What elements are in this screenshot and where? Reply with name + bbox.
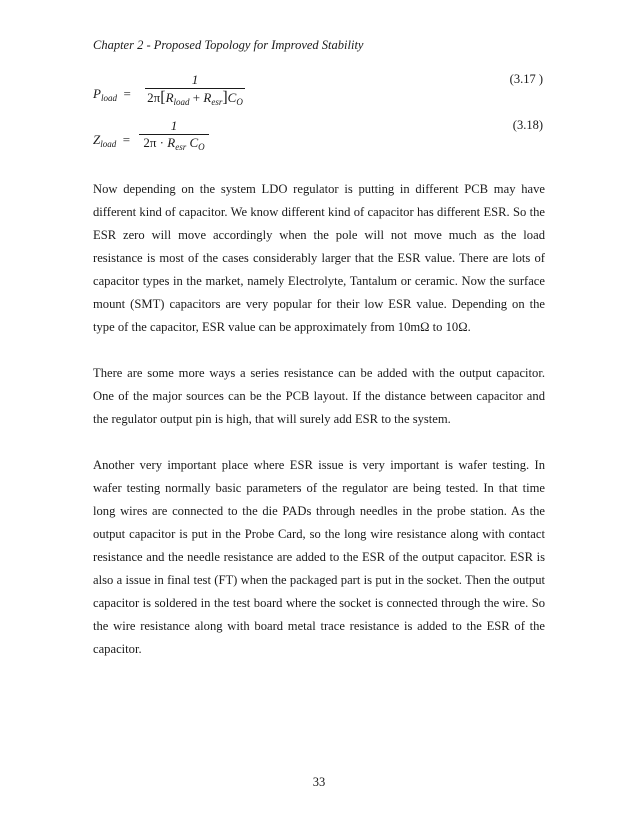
paragraph: Another very important place where ESR issue is very important is wafer testing. In wafer testing normally basic parameters of the regulator are being tested. In that time long wires are connected to the die PADs through needles in the probe station. As the output capacitor is put in the Probe Card, so the long wire resistance along with contact resistance and the needle resistance are added to the ESR of the output capacitor. ESR is also a issue in final test (FT) when the packaged part is put in the socket. Then the output capacitor is soldered in the test board where the socket is connected through the wire. So the wire resistance along with board metal trace resistance is added to the ESR of the capacitor. — [93, 458, 545, 656]
equation-fraction — [145, 72, 245, 107]
equation-3-17 — [93, 72, 543, 117]
equation-lhs: $P_{load}$ = — [93, 86, 131, 103]
page-number: 33 — [312, 775, 326, 789]
equation-number: (3.17 ) — [509, 72, 543, 86]
equation-3-18 — [93, 118, 543, 163]
equation-lhs: $Z_{load}$ = — [93, 132, 131, 149]
denominator: $2\pi \cdot R_{esr}$ $C_O$ — [143, 135, 205, 152]
numerator: 1 — [170, 118, 178, 133]
paragraph: There are some more ways a series resistance can be added with the output capacitor. One of the major sources can be the PCB layout. If the distance between capacitor and the regulator output pin is high, that will surely add ESR to the system. — [93, 366, 545, 426]
equation-fraction — [139, 118, 209, 152]
chapter-header: Chapter 2 - Proposed Topology for Improved Stability — [93, 38, 364, 52]
denominator: $2\pi[R_{load} + R_{esr}]C_O$ — [147, 89, 243, 107]
body-text — [93, 178, 545, 684]
numerator: 1 — [191, 72, 199, 87]
equation-number: (3.18) — [512, 118, 543, 132]
paragraph: Now depending on the system LDO regulator is putting in different PCB may have different kind of capacitor. We know different kind of capacitor has different ESR. So the ESR zero will move accordingly when the pole will not move much as the load resistance is most of the cases considerably larger that the ESR value. There are lots of capacitor types in the market, namely Electrolyte, Tantalum or ceramic. Now the surface mount (SMT) capacitors are very popular for their low ESR value. Depending on the type of the capacitor, ESR value can be approximately from 10mΩ to 10Ω. — [93, 182, 545, 334]
